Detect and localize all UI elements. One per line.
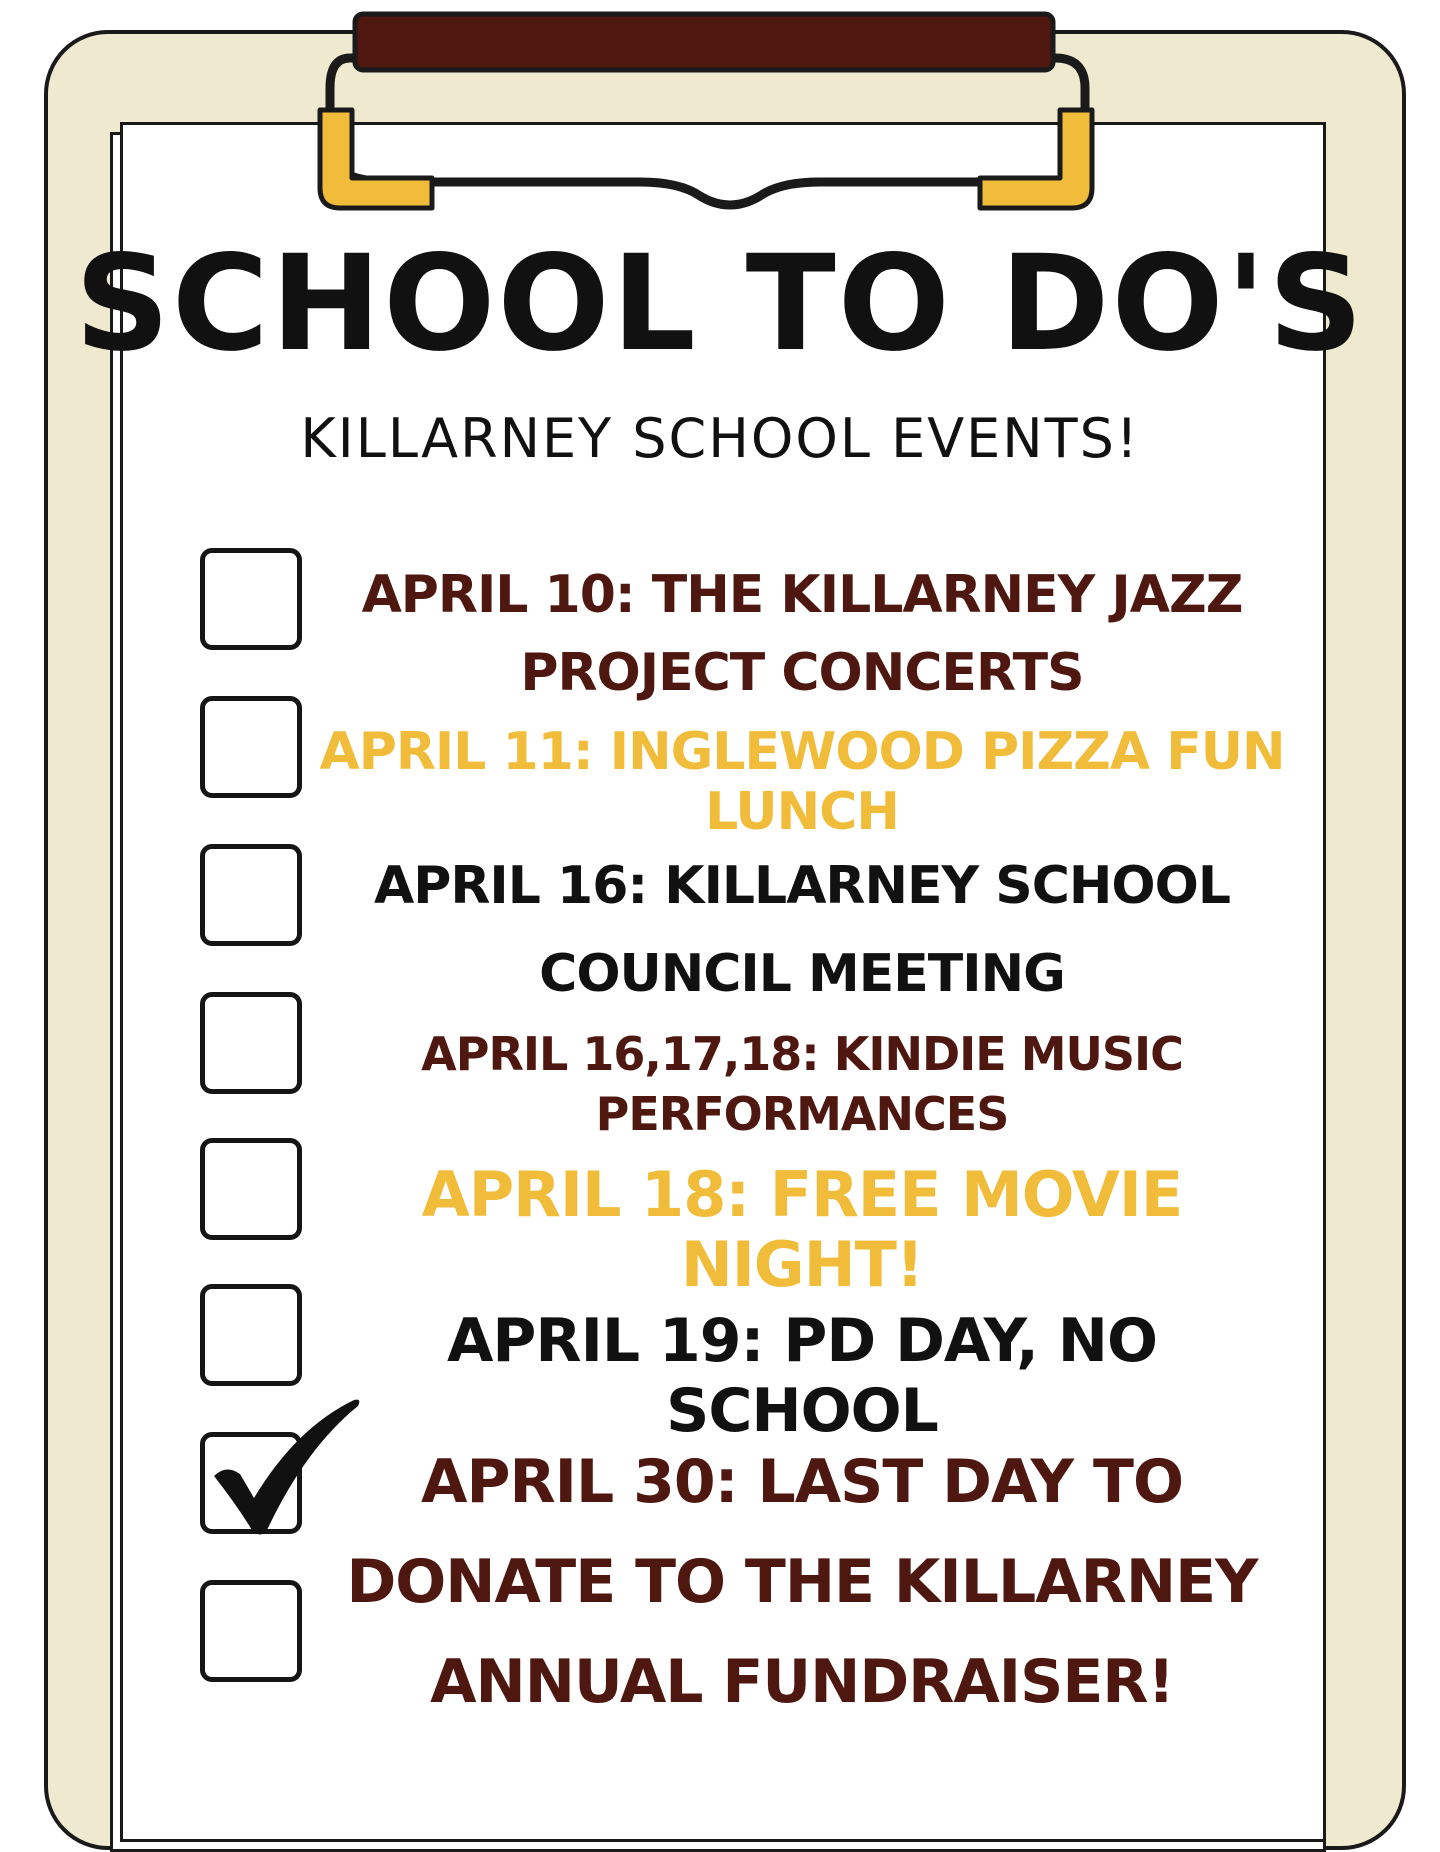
event-item-7: APRIL 30: LAST DAY TO DONATE TO THE KILLARNEY ANNUAL FUNDRAISER!: [346, 1447, 1258, 1717]
event-checkbox-6[interactable]: [200, 1284, 302, 1386]
page-subtitle: KILLARNEY SCHOOL EVENTS!: [300, 407, 1140, 470]
event-item-4: APRIL 16,17,18: KINDIE MUSIC PERFORMANCES: [421, 1027, 1183, 1141]
event-item-1: APRIL 10: THE KILLARNEY JAZZ PROJECT CONCERTS: [361, 565, 1243, 703]
event-checkbox-3[interactable]: [200, 844, 302, 946]
event-item-6: APRIL 19: PD DAY, NO SCHOOL: [446, 1306, 1158, 1446]
clip-top-bar: [355, 14, 1053, 70]
clipboard-clip: [0, 0, 1440, 240]
event-checkbox-2[interactable]: [200, 696, 302, 798]
page-title: SCHOOL TO DO'S: [74, 227, 1366, 381]
event-checkbox-1[interactable]: [200, 548, 302, 650]
event-item-3: APRIL 16: KILLARNEY SCHOOL COUNCIL MEETING: [374, 856, 1230, 1004]
event-item-5: APRIL 18: FREE MOVIE NIGHT!: [421, 1158, 1183, 1301]
event-item-2: APRIL 11: INGLEWOOD PIZZA FUN LUNCH: [319, 722, 1285, 842]
event-checkbox-5[interactable]: [200, 1138, 302, 1240]
event-checkbox-8[interactable]: [200, 1580, 302, 1682]
event-checkbox-4[interactable]: [200, 992, 302, 1094]
